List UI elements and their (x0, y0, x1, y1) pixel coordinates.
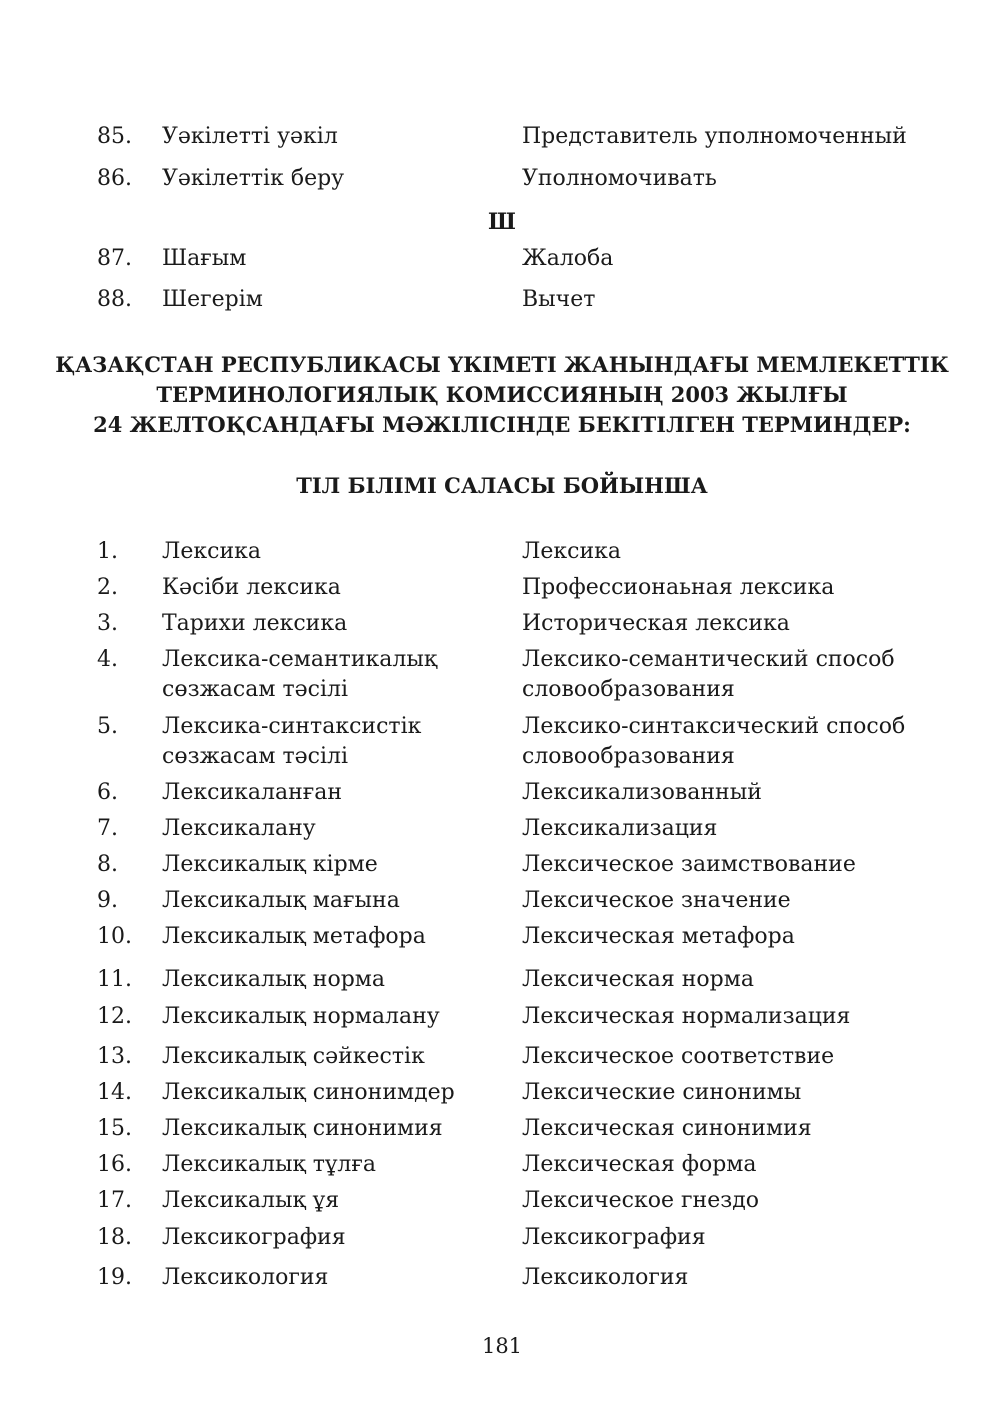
russian-term: Лексическая синонимия (522, 1116, 812, 1141)
section-letter: Ш (488, 209, 516, 235)
entry-number: 10. (97, 924, 132, 949)
entry-number: 14. (97, 1080, 132, 1105)
kazakh-term: Лексика (162, 539, 261, 564)
entry-number: 3. (97, 611, 118, 636)
heading-line: ТЕРМИНОЛОГИЯЛЫҚ КОМИССИЯНЫҢ 2003 ЖЫЛҒЫ (156, 382, 848, 407)
entry-number: 6. (97, 780, 118, 805)
kazakh-term: Лексикография (162, 1225, 346, 1250)
entry-number: 12. (97, 1004, 132, 1029)
entry-number: 19. (97, 1265, 132, 1290)
russian-term: Лексикология (522, 1265, 689, 1290)
kazakh-term: Лексикалық сәйкестік (162, 1044, 425, 1069)
heading-line: ҚАЗАҚСТАН РЕСПУБЛИКАСЫ ҮКІМЕТІ ЖАНЫНДАҒЫ МЕМЛЕКЕТТІК (55, 352, 949, 377)
russian-term: Лексическая метафора (522, 924, 795, 949)
kazakh-term: Кәсіби лексика (162, 575, 341, 600)
kazakh-term: Лексика-синтаксистік сөзжасам тәсілі (162, 714, 422, 769)
heading-line: 24 ЖЕЛТОҚСАНДАҒЫ МӘЖІЛІСІНДЕ БЕКІТІЛГЕН ТЕРМИНДЕР: (93, 412, 911, 437)
russian-term: Уполномочивать (522, 166, 717, 191)
russian-term: Лексическая форма (522, 1152, 757, 1177)
entry-number: 18. (97, 1225, 132, 1250)
subsection-heading: ТІЛ БІЛІМІ САЛАСЫ БОЙЫНША (296, 473, 708, 498)
russian-term: Лексика (522, 539, 621, 564)
russian-term: Лексико-семантический способ словообразования (522, 647, 895, 702)
russian-term: Вычет (522, 287, 596, 312)
entry-number: 8. (97, 852, 118, 877)
entry-number: 88. (97, 287, 132, 312)
kazakh-term: Лексикология (162, 1265, 329, 1290)
russian-term: Лексическое гнездо (522, 1188, 760, 1213)
entry-number: 11. (97, 967, 132, 992)
russian-term: Лексическое заимствование (522, 852, 856, 877)
russian-term: Лексикография (522, 1225, 706, 1250)
russian-term: Представитель уполномоченный (522, 124, 907, 149)
russian-term: Лексико-синтаксический способ словообразования (522, 714, 906, 769)
kazakh-term: Лексикалық кірме (162, 852, 378, 877)
russian-term: Лексические синонимы (522, 1080, 802, 1105)
kazakh-term: Лексикалық нормалану (162, 1004, 440, 1029)
kazakh-term: Лексикалық тұлға (162, 1152, 376, 1177)
russian-term: Историческая лексика (522, 611, 790, 636)
kazakh-term: Лексика-семантикалық сөзжасам тәсілі (162, 647, 438, 702)
kazakh-term: Тарихи лексика (162, 611, 348, 636)
kazakh-term: Лексикалық синонимия (162, 1116, 443, 1141)
russian-term: Профессионаьная лексика (522, 575, 835, 600)
entry-number: 9. (97, 888, 118, 913)
entry-number: 16. (97, 1152, 132, 1177)
russian-term: Лексическая нормализация (522, 1004, 851, 1029)
kazakh-term: Лексикалық норма (162, 967, 386, 992)
kazakh-term: Шегерім (162, 287, 263, 312)
russian-term: Лексическое соответствие (522, 1044, 835, 1069)
entry-number: 1. (97, 539, 118, 564)
kazakh-term: Лексикалық синонимдер (162, 1080, 455, 1105)
kazakh-term: Шағым (162, 246, 247, 271)
russian-term: Лексическая норма (522, 967, 754, 992)
entry-number: 13. (97, 1044, 132, 1069)
entry-number: 7. (97, 816, 118, 841)
kazakh-term: Уәкілеттік беру (162, 166, 345, 191)
entry-number: 87. (97, 246, 132, 271)
entry-number: 85. (97, 124, 132, 149)
entry-number: 86. (97, 166, 132, 191)
kazakh-term: Уәкілетті уәкіл (162, 124, 338, 149)
kazakh-term: Лексикалық мағына (162, 888, 400, 913)
russian-term: Лексическое значение (522, 888, 791, 913)
russian-term: Лексикализация (522, 816, 718, 841)
kazakh-term: Лексикаланған (162, 780, 343, 805)
kazakh-term: Лексикалық ұя (162, 1188, 340, 1213)
russian-term: Жалоба (522, 246, 614, 271)
russian-term: Лексикализованный (522, 780, 762, 805)
section-heading (40, 350, 964, 440)
page-number: 181 (481, 1334, 523, 1358)
entry-number: 17. (97, 1188, 132, 1213)
kazakh-term: Лексикалық метафора (162, 924, 426, 949)
entry-number: 4. (97, 647, 118, 672)
entry-number: 2. (97, 575, 118, 600)
kazakh-term: Лексикалану (162, 816, 316, 841)
entry-number: 5. (97, 714, 118, 739)
entry-number: 15. (97, 1116, 132, 1141)
